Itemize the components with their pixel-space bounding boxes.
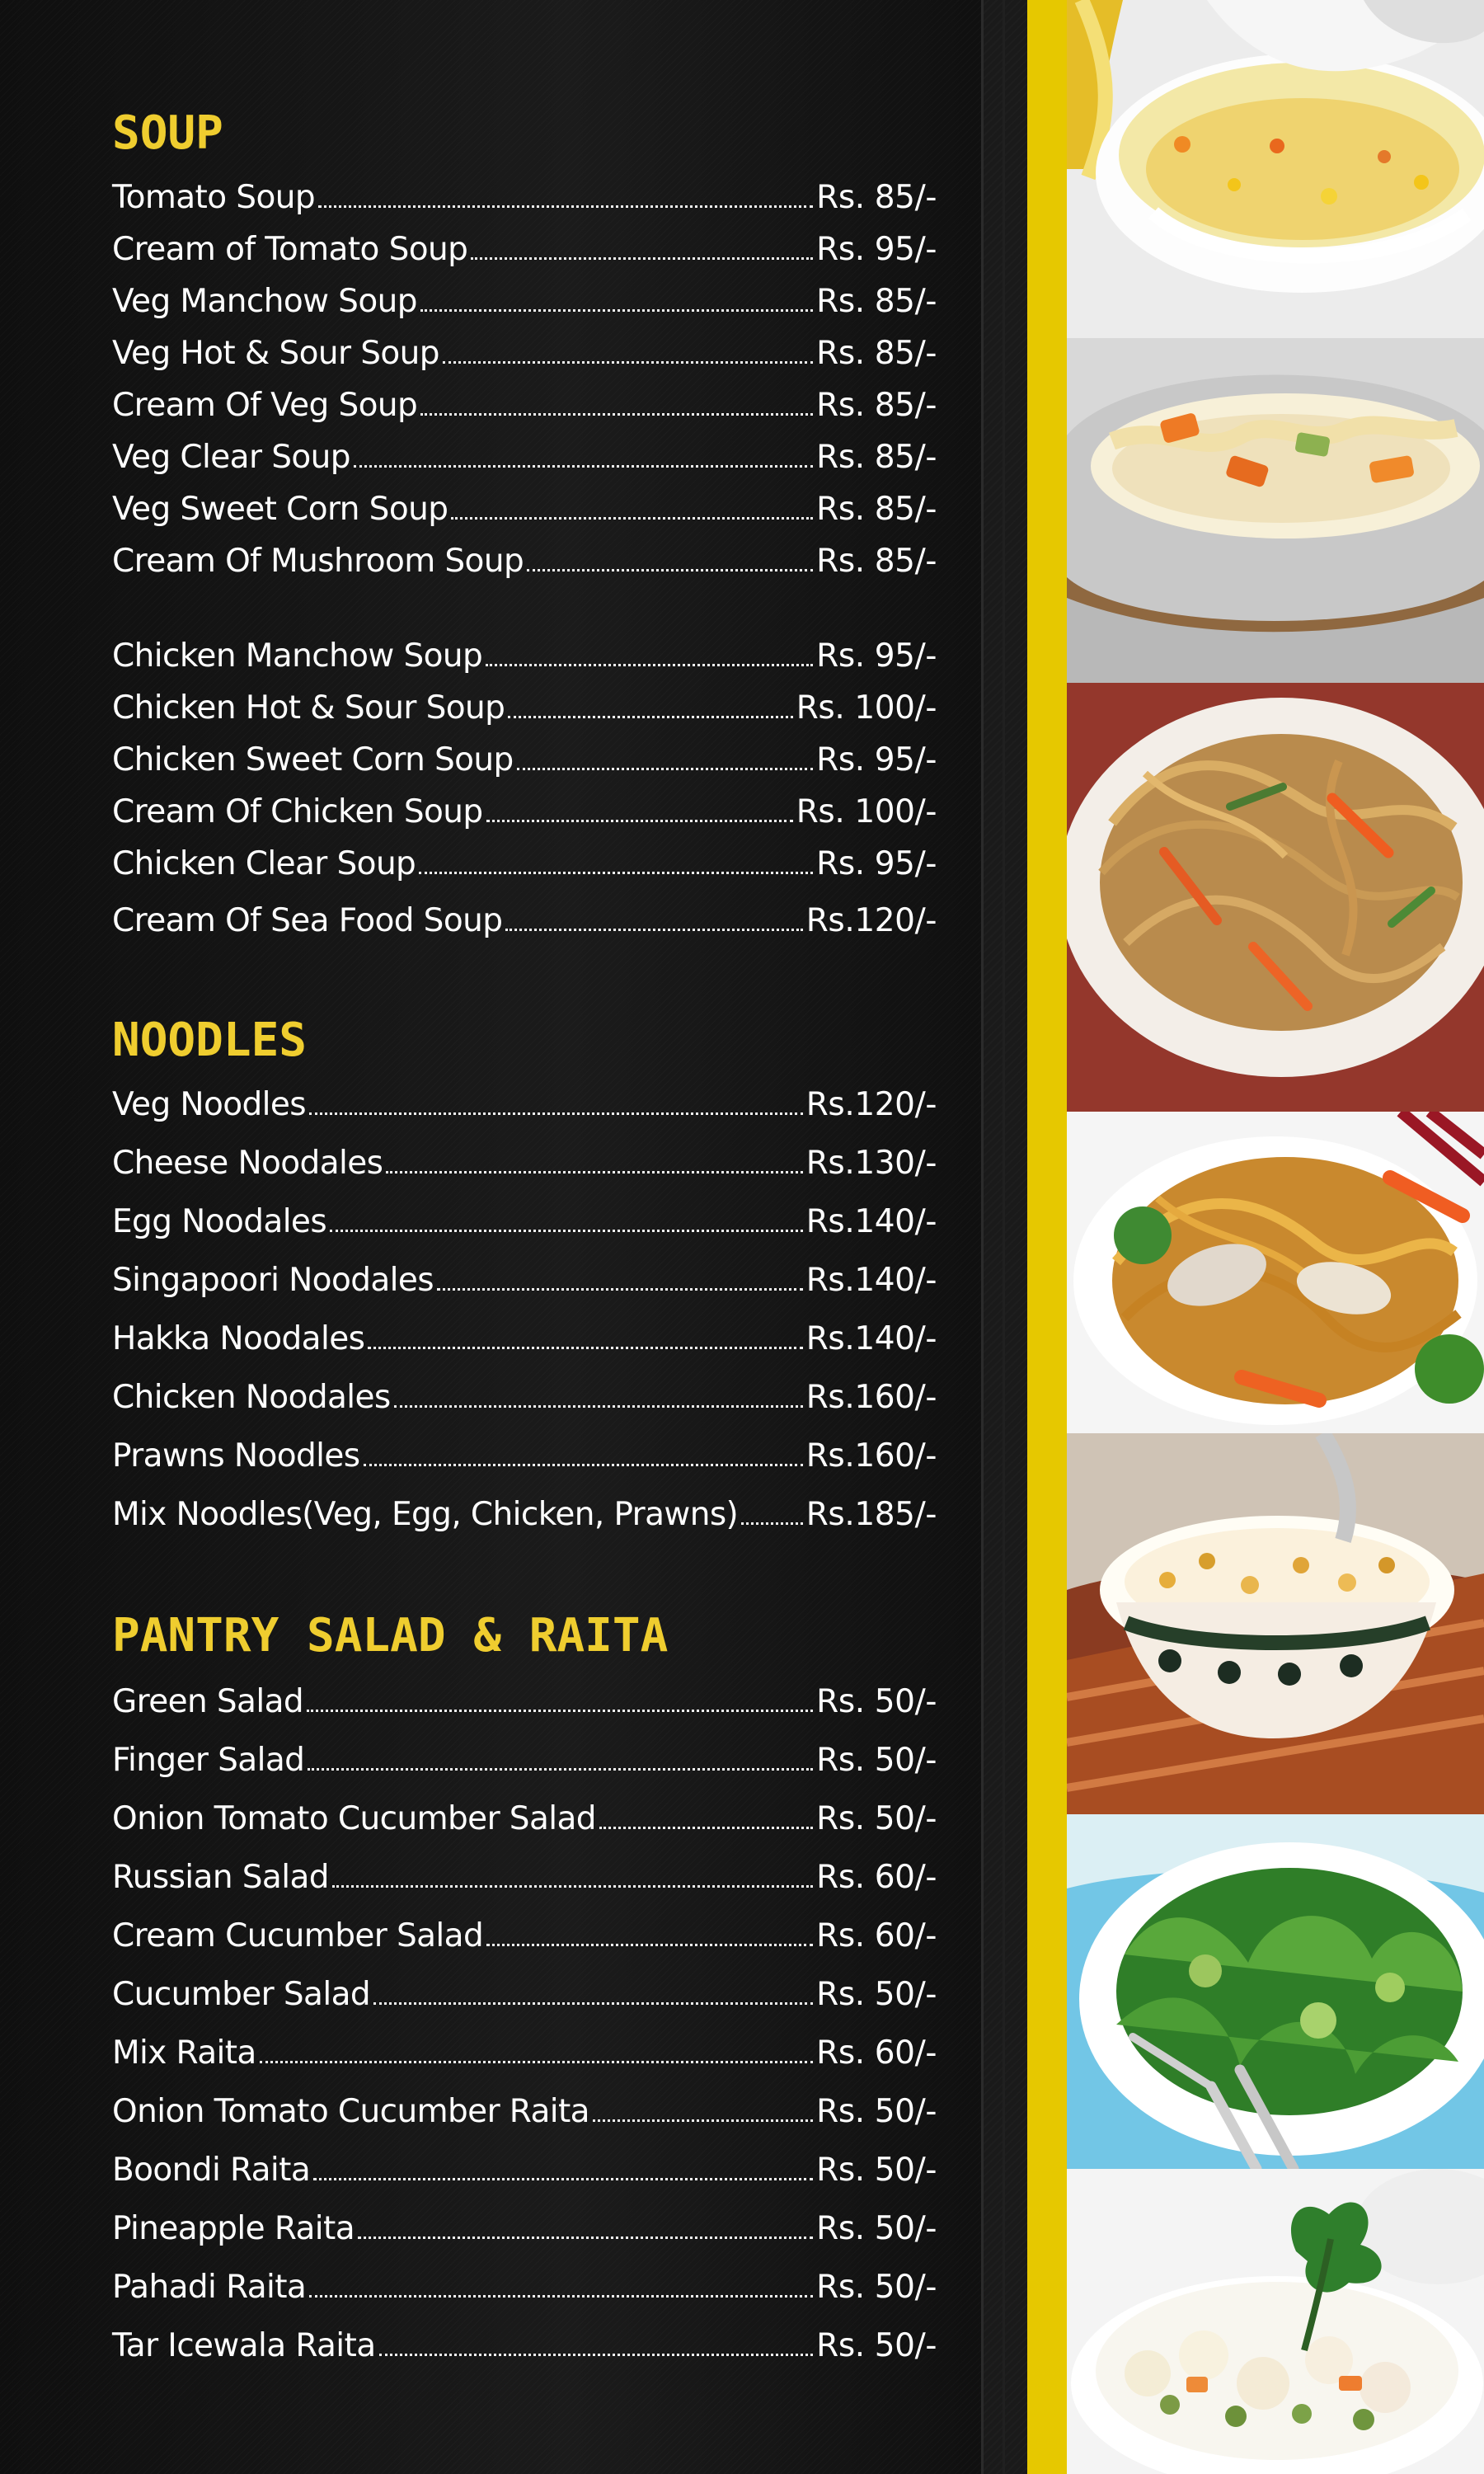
sweet-corn-soup-image	[1067, 0, 1484, 338]
item-name: Green Salad	[112, 1683, 304, 1720]
dotted-leader	[505, 928, 802, 931]
menu-row-chicken-manchow-soup	[112, 635, 937, 678]
item-price: Rs.120/-	[805, 1086, 937, 1123]
item-price: Rs. 85/-	[816, 335, 937, 372]
item-price: Rs. 85/-	[816, 543, 937, 580]
item-name: Hakka Noodales	[112, 1320, 365, 1357]
menu-row-pahadi-raita	[112, 2266, 937, 2309]
dotted-leader	[358, 2236, 813, 2239]
dotted-leader	[309, 2294, 813, 2298]
menu-row-cream-of-mushroom-soup	[112, 540, 937, 583]
item-price: Rs. 50/-	[816, 1683, 937, 1720]
item-name: Pineapple Raita	[112, 2210, 355, 2247]
chicken-noodles-image	[1067, 1112, 1484, 1433]
item-price: Rs. 60/-	[816, 1859, 937, 1896]
item-name: Prawns Noodles	[112, 1437, 360, 1475]
item-name: Cream of Tomato Soup	[112, 231, 468, 268]
item-name: Cream Of Chicken Soup	[112, 793, 483, 830]
item-price: Rs.140/-	[805, 1203, 937, 1240]
menu-row-tar-icewala-raita	[112, 2325, 937, 2368]
menu-row-boondi-raita	[112, 2149, 937, 2192]
menu-row-cucumber-salad	[112, 1973, 937, 2016]
menu-row-prawns-noodles	[112, 1435, 937, 1478]
item-price: Rs.160/-	[805, 1379, 937, 1416]
russian-salad-image	[1067, 2169, 1484, 2474]
dotted-leader	[308, 1767, 813, 1771]
dotted-leader	[486, 819, 793, 822]
dotted-leader	[368, 1346, 802, 1349]
item-price: Rs. 50/-	[816, 1976, 937, 2013]
menu-row-cream-of-tomato-soup	[112, 228, 937, 271]
item-price: Rs. 95/-	[816, 741, 937, 778]
dotted-leader	[309, 1112, 803, 1115]
section-title-soup: SOUP	[112, 106, 223, 160]
menu-row-mix-noodles	[112, 1493, 937, 1536]
item-name: Cucumber Salad	[112, 1976, 371, 2013]
item-name: Veg Sweet Corn Soup	[112, 491, 448, 528]
item-price: Rs. 100/-	[796, 689, 937, 727]
dotted-leader	[394, 1404, 803, 1408]
vertical-divider	[981, 0, 984, 2474]
menu-row-veg-manchow-soup	[112, 280, 937, 323]
item-name: Cream Of Mushroom Soup	[112, 543, 524, 580]
dotted-leader	[593, 2119, 813, 2122]
item-name: Onion Tomato Cucumber Raita	[112, 2093, 589, 2130]
menu-row-cream-of-chicken-soup	[112, 791, 937, 834]
dotted-leader	[451, 516, 813, 520]
sweet-corn-soup-photo	[1067, 0, 1484, 338]
item-name: Mix Noodles(Veg, Egg, Chicken, Prawns)	[112, 1496, 739, 1533]
item-price: Rs. 95/-	[816, 637, 937, 675]
item-price: Rs. 60/-	[816, 2034, 937, 2072]
noodles-plate-image	[1067, 683, 1484, 1112]
dotted-leader	[354, 464, 813, 468]
dotted-leader	[332, 1884, 813, 1888]
item-price: Rs. 95/-	[816, 845, 937, 882]
item-price: Rs. 50/-	[816, 1742, 937, 1779]
item-price: Rs. 50/-	[816, 2093, 937, 2130]
menu-row-hakka-noodales	[112, 1318, 937, 1361]
item-price: Rs. 85/-	[816, 179, 937, 216]
section-title-pantry-salad-raita: PANTRY SALAD & RAITA	[112, 1609, 669, 1663]
dotted-leader	[420, 308, 813, 312]
item-price: Rs. 100/-	[796, 793, 937, 830]
item-price: Rs. 95/-	[816, 231, 937, 268]
menu-row-pineapple-raita	[112, 2208, 937, 2251]
item-price: Rs. 50/-	[816, 2210, 937, 2247]
vertical-divider	[1003, 0, 1005, 2474]
green-salad-photo	[1067, 1814, 1484, 2169]
item-name: Cream Of Veg Soup	[112, 387, 418, 424]
menu-row-veg-clear-soup	[112, 436, 937, 479]
item-name: Mix Raita	[112, 2034, 256, 2072]
boondi-raita-image	[1067, 1433, 1484, 1814]
menu-row-green-salad	[112, 1681, 937, 1724]
menu-row-russian-salad	[112, 1856, 937, 1899]
section-title-noodles: NOODLES	[112, 1014, 308, 1067]
dotted-leader	[313, 2177, 813, 2180]
item-name: Cream Of Sea Food Soup	[112, 902, 503, 939]
menu-row-cream-cucumber-salad	[112, 1915, 937, 1958]
item-name: Cream Cucumber Salad	[112, 1917, 484, 1954]
item-price: Rs. 85/-	[816, 439, 937, 476]
item-price: Rs. 50/-	[816, 2269, 937, 2306]
item-price: Rs. 85/-	[816, 387, 937, 424]
russian-salad-photo	[1067, 2169, 1484, 2474]
dotted-leader	[486, 663, 813, 666]
item-price: Rs.140/-	[805, 1262, 937, 1299]
dotted-leader	[599, 1826, 813, 1829]
dotted-leader	[373, 2001, 813, 2005]
menu-row-chicken-noodales	[112, 1376, 937, 1419]
item-price: Rs.120/-	[805, 902, 937, 939]
menu-row-chicken-clear-soup	[112, 843, 937, 886]
dotted-leader	[379, 2353, 814, 2356]
item-price: Rs.160/-	[805, 1437, 937, 1475]
item-name: Egg Noodales	[112, 1203, 327, 1240]
menu-row-cream-of-sea-food-soup	[112, 900, 937, 943]
item-name: Chicken Noodales	[112, 1379, 391, 1416]
item-name: Veg Hot & Sour Soup	[112, 335, 439, 372]
dotted-leader	[419, 871, 813, 874]
green-salad-image	[1067, 1814, 1484, 2169]
item-name: Chicken Clear Soup	[112, 845, 416, 882]
item-name: Russian Salad	[112, 1859, 329, 1896]
dotted-leader	[527, 568, 813, 571]
dotted-leader	[443, 360, 813, 364]
item-price: Rs.185/-	[805, 1496, 937, 1533]
item-name: Boondi Raita	[112, 2152, 311, 2189]
dotted-leader	[260, 2060, 813, 2063]
item-name: Tar Icewala Raita	[112, 2327, 376, 2364]
item-price: Rs. 50/-	[816, 1800, 937, 1837]
item-price: Rs. 85/-	[816, 491, 937, 528]
item-price: Rs. 50/-	[816, 2152, 937, 2189]
menu-row-veg-hot-sour-soup	[112, 332, 937, 375]
food-photo-column	[1067, 0, 1484, 2474]
item-name: Veg Clear Soup	[112, 439, 350, 476]
dotted-leader	[420, 412, 813, 416]
menu-row-chicken-hot-sour-soup	[112, 687, 937, 730]
item-name: Chicken Hot & Sour Soup	[112, 689, 505, 727]
vegetable-soup-photo	[1067, 338, 1484, 683]
item-name: Chicken Manchow Soup	[112, 637, 483, 675]
item-price: Rs. 50/-	[816, 2327, 937, 2364]
item-name: Chicken Sweet Corn Soup	[112, 741, 514, 778]
item-price: Rs. 60/-	[816, 1917, 937, 1954]
dotted-leader	[471, 256, 813, 260]
boondi-raita-photo	[1067, 1433, 1484, 1814]
menu-row-egg-noodales	[112, 1201, 937, 1244]
menu-row-onion-tomato-cucumber-salad	[112, 1798, 937, 1841]
menu-row-cheese-noodales	[112, 1142, 937, 1185]
dotted-leader	[318, 205, 813, 208]
item-name: Finger Salad	[112, 1742, 305, 1779]
menu-row-tomato-soup	[112, 176, 937, 219]
menu-row-onion-tomato-cucumber-raita	[112, 2091, 937, 2133]
item-name: Tomato Soup	[112, 179, 315, 216]
item-name: Singapoori Noodales	[112, 1262, 434, 1299]
dotted-leader	[486, 1943, 813, 1946]
chicken-noodles-photo	[1067, 1112, 1484, 1433]
dotted-leader	[307, 1709, 813, 1712]
menu-row-veg-sweet-corn-soup	[112, 488, 937, 531]
yellow-accent-strip	[1027, 0, 1067, 2474]
dotted-leader	[517, 767, 813, 770]
dotted-leader	[330, 1229, 803, 1232]
item-name: Cheese Noodales	[112, 1145, 383, 1182]
menu-row-veg-noodles	[112, 1084, 937, 1126]
item-price: Rs.130/-	[805, 1145, 937, 1182]
item-name: Veg Noodles	[112, 1086, 306, 1123]
item-name: Pahadi Raita	[112, 2269, 307, 2306]
noodles-plate-photo	[1067, 683, 1484, 1112]
item-name: Veg Manchow Soup	[112, 283, 417, 320]
item-name: Onion Tomato Cucumber Salad	[112, 1800, 596, 1837]
menu-row-singapoori-noodales	[112, 1259, 937, 1302]
dotted-leader	[386, 1170, 802, 1174]
item-price: Rs.140/-	[805, 1320, 937, 1357]
dotted-leader	[364, 1463, 803, 1466]
menu-row-cream-of-veg-soup	[112, 384, 937, 427]
dotted-leader	[437, 1287, 803, 1291]
menu-row-finger-salad	[112, 1739, 937, 1782]
vegetable-soup-image	[1067, 338, 1484, 683]
dotted-leader	[741, 1522, 803, 1525]
dotted-leader	[508, 715, 792, 718]
item-price: Rs. 85/-	[816, 283, 937, 320]
menu-row-chicken-sweet-corn-soup	[112, 739, 937, 782]
menu-row-mix-raita	[112, 2032, 937, 2075]
